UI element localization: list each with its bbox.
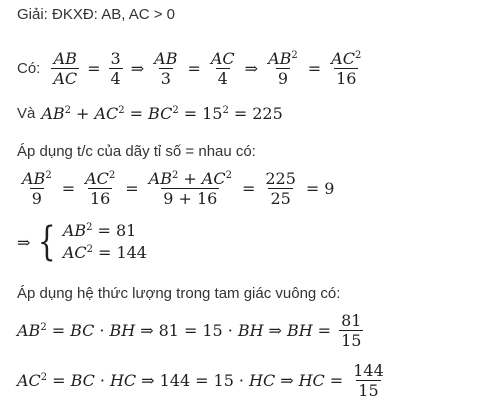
ratio-property-text: Áp dụng t/c của dãy tỉ số = nhau có: — [17, 143, 256, 160]
condition-text: Giải: ĐKXĐ: AB, AC > 0 — [17, 6, 175, 23]
fraction-3-4: $\frac{3}{4}$ — [110, 49, 121, 88]
bh-line: AB $^2$ = BC · BH ⇒ 81 = 15 · BH ⇒ BH = $\frac{81}{15}$ — [17, 311, 362, 350]
condition-line — [17, 6, 175, 23]
va-label: Và — [17, 105, 36, 122]
brace-icon: { — [38, 219, 57, 265]
fraction-ac2-16: $\frac{AC^2}{16}$ — [85, 169, 116, 208]
ratio-line: Có: $\frac{AB}{AC}$ = $\frac{3}{4}$ ⇒ $\frac{AB}{3}$ = $\frac{AC}{4}$ ⇒ $\frac{AB^2}{9}$ = $\frac{AC^2}{16}$ — [17, 49, 362, 88]
fraction-144-15: $\frac{144}{15}$ — [353, 361, 384, 400]
fraction-81-15: $\frac{81}{15}$ — [341, 311, 362, 350]
fraction-225-25: $\frac{225}{25}$ — [265, 169, 296, 208]
fraction-ab2-9: $\frac{AB^2}{9}$ — [268, 49, 298, 88]
fraction-ac-4: $\frac{AC}{4}$ — [210, 49, 235, 88]
relation-text: Áp dụng hệ thức lượng trong tam giác vuông có: — [17, 285, 341, 302]
ratio-chain-line: $\frac{AB^2}{9}$ = $\frac{AC^2}{16}$ = $\frac{AB^2 + AC^2}{9 + 16}$ = $\frac{225}{25}$ = 9 — [22, 169, 335, 208]
fraction-ab-ac: $\frac{AB}{AC}$ — [53, 49, 78, 88]
hc-line: AC $^2$ = BC · HC ⇒ 144 = 15 · HC ⇒ HC = $\frac{144}{15}$ — [17, 361, 384, 400]
fraction-ab-3: $\frac{AB}{3}$ — [154, 49, 178, 88]
result-system: ⇒ { $AB^2 = 81$ $AC^2 = 144$ — [17, 219, 147, 265]
fraction-sum: $\frac{AB^2 + AC^2}{9 + 16}$ — [148, 169, 232, 208]
co-label: Có: — [17, 60, 41, 77]
relation-line — [17, 285, 340, 302]
fraction-ab2-9: $\frac{AB^2}{9}$ — [22, 169, 52, 208]
fraction-ac2-16: $\frac{AC^2}{16}$ — [331, 49, 362, 88]
pythagoras-line: Và AB $^2$ + AC $^2$ = BC $^2$ = 15 $^2$ = 225 — [17, 104, 283, 123]
ratio-property-line — [17, 143, 256, 160]
